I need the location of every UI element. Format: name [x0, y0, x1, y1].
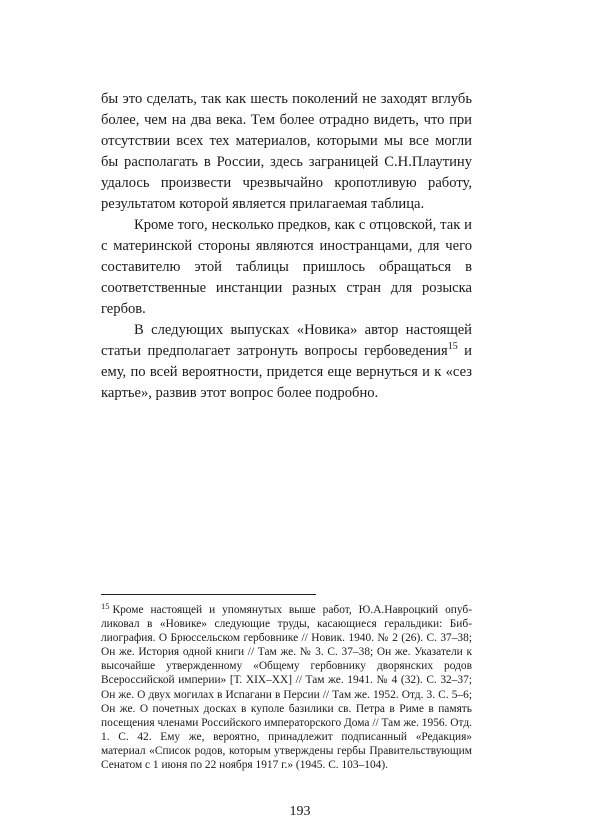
page-number: 193 — [289, 804, 311, 819]
main-text — [101, 89, 472, 404]
paragraph-3 — [101, 320, 472, 404]
footnote-marker: 15 — [101, 601, 110, 611]
paragraph-2: Кроме того, несколько предков, как с отцовской, так и с материнской стороны являются иностранцами, для чего составителю этой таблицы пришлось обращаться в соответственные инстанции разных стран для розыска гербов. — [101, 217, 472, 317]
footnote-separator — [101, 594, 316, 595]
paragraph-1: бы это сделать, так как шесть поколений не заходят вглубь более, чем на два века. Тем более отрадно видеть, что при отсутствии всех тех материалов, которыми мы все могли бы располагать в России, здесь заграницей С.Н.Плаутину удалось произвести чрезвычайно кропотливую работу, результатом которой является прилагаемая таблица. — [101, 91, 472, 212]
footnote-text: Кроме настоящей и упомянутых выше работ, Ю.А.Навроцкий опубликовал в «Новике» следующие труды, касающиеся геральдики: Библиография. О Брюссельском гербовнике // Новик. 1940. № 2 (26). С. 37–38; Он же. История одной книги // Там же. № 3. С. 37–38; Он же. Указатели к высочайше утвержденному «Общему гербовнику дворянских родов Всероссийской империи» [Т. XIX–XX] // Там же. 1941. № 4 (32). С. 32–37; Он же. О двух могилах в Испагани в Персии // Там же. 1952. Отд. 3. С. 5–6; Он же. О почетных досках в куполе базилики св. Петра в Риме в память посещения членами Российского императорского Дома // Там же. 1956. Отд. 1. С. 42. Ему же, вероятно, принадлежит подписанный «Редакция» материал «Список родов, которым утверждены гербы Правительствующим Сенатом с 1 июня по 22 ноября 1917 г.» (1945. С. 103–104). — [101, 604, 472, 772]
footnote-reference[interactable]: 15 — [447, 341, 458, 352]
paragraph-3-text-end: и ему, по всей вероятности, придется еще вернуться и к «сез картье», развив этот вопрос более подробно. — [101, 343, 472, 401]
paragraph-3-text-start: В следующих выпусках «Новика» автор настоящей статьи предполагает затронуть вопросы гербоведения — [101, 322, 472, 359]
footnote — [101, 603, 472, 772]
